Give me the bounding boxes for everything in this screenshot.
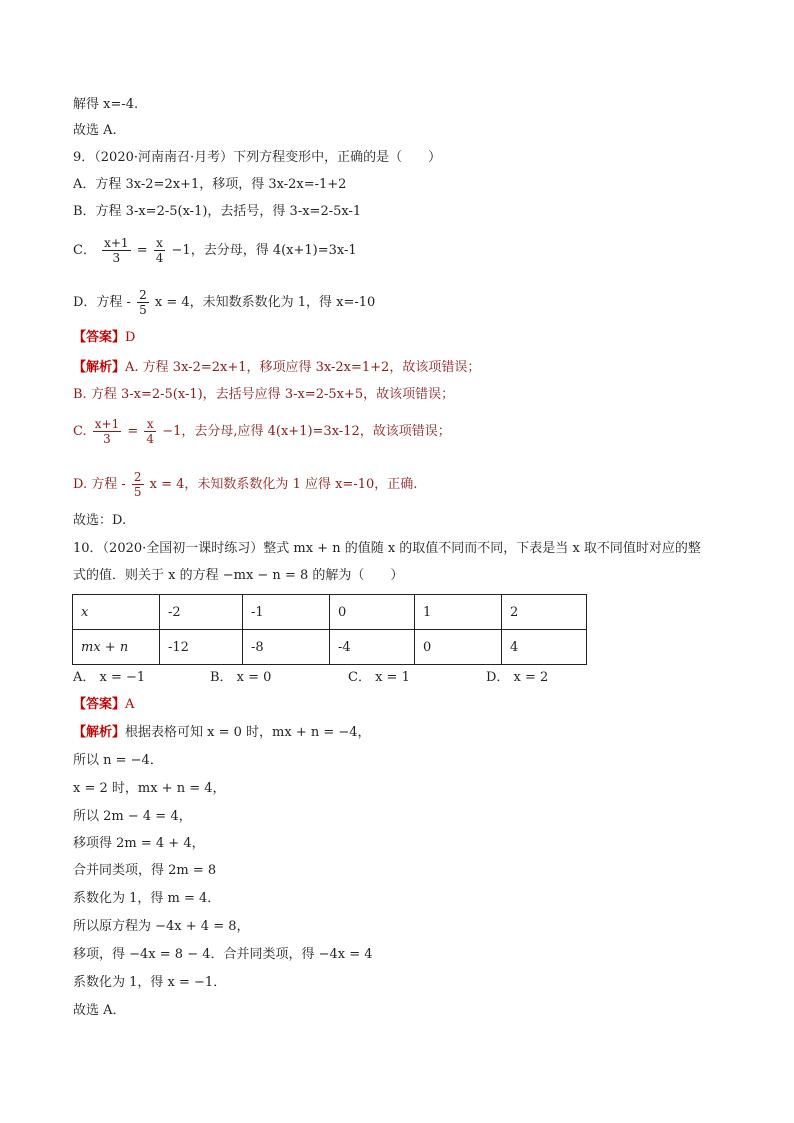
table-cell: 2 xyxy=(502,595,587,630)
question-9-option-b: B．方程 3-x=2-5(x-1)，去括号，得 3-x=2-5x-1 xyxy=(73,204,362,219)
solution-step: 移项得 2m = 4 + 4， xyxy=(73,836,205,851)
table-cell: x xyxy=(73,595,160,630)
solution-text: −1，去分母,应得 4(x+1)=3x-12，故该项错误； xyxy=(162,424,451,439)
solution-step: 所以 2m − 4 = 4， xyxy=(73,809,192,824)
fraction: $\frac{x}{4}$ xyxy=(146,417,155,446)
solution-text: x = 4，未知数系数化为 1 应得 x=-10，正确. xyxy=(149,477,418,492)
solution-tag: 【解析】 xyxy=(73,360,126,375)
solution-10-first xyxy=(73,724,371,742)
question-10-option-c: C． x = 1 xyxy=(348,670,410,685)
table-row xyxy=(73,595,587,630)
table-cell: -1 xyxy=(243,595,330,630)
question-10-stem-line1: 10．（2020·全国初一课时练习）整式 mx + n 的值随 x 的取值不同而不同，下表是当 x 取不同值时对应的整 xyxy=(73,541,701,556)
fraction: $\frac{2}{5}$ xyxy=(139,288,147,317)
option-label: C. xyxy=(73,424,87,439)
table-cell: 0 xyxy=(415,630,502,665)
option-label: C． xyxy=(73,243,96,258)
solution-step: x = 2 时，mx + n = 4， xyxy=(73,781,226,796)
table-cell: -12 xyxy=(160,630,243,665)
solution-text: A. 方程 3x-2=2x+1，移项应得 3x-2x=1+2，故该项错误； xyxy=(125,360,481,375)
answer-tag: 【答案】 xyxy=(73,697,126,712)
question-10-option-a: A． x = −1 xyxy=(73,670,146,685)
answer-9 xyxy=(73,329,135,347)
table-cell: -8 xyxy=(243,630,330,665)
question-9-option-a: A．方程 3x-2=2x+1，移项，得 3x-2x=-1+2 xyxy=(73,177,347,192)
solution-text: 根据表格可知 x = 0 时，mx + n = −4， xyxy=(125,725,371,740)
question-10-option-d: D． x = 2 xyxy=(486,670,549,685)
fraction: $\frac{2}{5}$ xyxy=(133,470,142,499)
question-9-option-c xyxy=(73,236,357,265)
solution-step: 系数化为 1，得 x = −1． xyxy=(73,975,227,990)
solution-tag: 【解析】 xyxy=(73,725,126,740)
solution-9-b: B. 方程 3-x=2-5(x-1)，去括号应得 3-x=2-5x+5，故该项错误； xyxy=(73,387,455,402)
option-text: x = 4，未知数系数化为 1，得 x=-10 xyxy=(154,295,376,310)
equals-sign: = xyxy=(136,243,148,258)
solution-step: 移项，得 −4x = 8 − 4．合并同类项，得 −4x = 4 xyxy=(73,947,373,962)
fraction: $\frac{x+1}{3}$ xyxy=(104,236,129,265)
solution-step: 故选 A． xyxy=(73,1003,126,1018)
solution-step: 合并同类项，得 2m = 8 xyxy=(73,863,217,878)
solution-9-d xyxy=(73,470,417,499)
answer-value: D xyxy=(125,330,136,345)
solution-9-end: 故选：D. xyxy=(73,513,127,528)
option-text: −1，去分母，得 4(x+1)=3x-1 xyxy=(171,243,357,258)
question-9-option-d xyxy=(73,288,375,317)
solution-9-c xyxy=(73,417,451,446)
table-row xyxy=(73,630,587,665)
table-cell: mx + n xyxy=(73,630,160,665)
value-table xyxy=(72,594,587,665)
option-label: D．方程 - xyxy=(73,295,131,310)
fraction: $\frac{x+1}{3}$ xyxy=(94,417,120,446)
answer-value: A xyxy=(125,697,135,712)
solution-step: 所以 n = −4． xyxy=(73,753,163,768)
solution-step: 所以原方程为 −4x + 4 = 8， xyxy=(73,919,250,934)
fraction: $\frac{x}{4}$ xyxy=(155,236,164,265)
text-line: 解得 x=-4. xyxy=(73,97,139,112)
question-10-stem-line2: 式的值．则关于 x 的方程 −mx − n = 8 的解为（ ） xyxy=(73,568,404,583)
option-label: D. 方程 - xyxy=(73,477,126,492)
table-cell: -2 xyxy=(160,595,243,630)
equals-sign: = xyxy=(127,424,139,439)
question-10-option-b: B． x = 0 xyxy=(210,670,272,685)
solution-9-a xyxy=(73,359,480,377)
text-line: 故选 A. xyxy=(73,123,117,138)
question-9-stem: 9．（2020·河南南召·月考）下列方程变形中，正确的是（ ） xyxy=(73,150,442,165)
table-cell: 0 xyxy=(330,595,415,630)
answer-tag: 【答案】 xyxy=(73,330,126,345)
table-cell: -4 xyxy=(330,630,415,665)
answer-10 xyxy=(73,696,134,714)
solution-step: 系数化为 1，得 m = 4． xyxy=(73,891,221,906)
table-cell: 1 xyxy=(415,595,502,630)
table-cell: 4 xyxy=(502,630,587,665)
